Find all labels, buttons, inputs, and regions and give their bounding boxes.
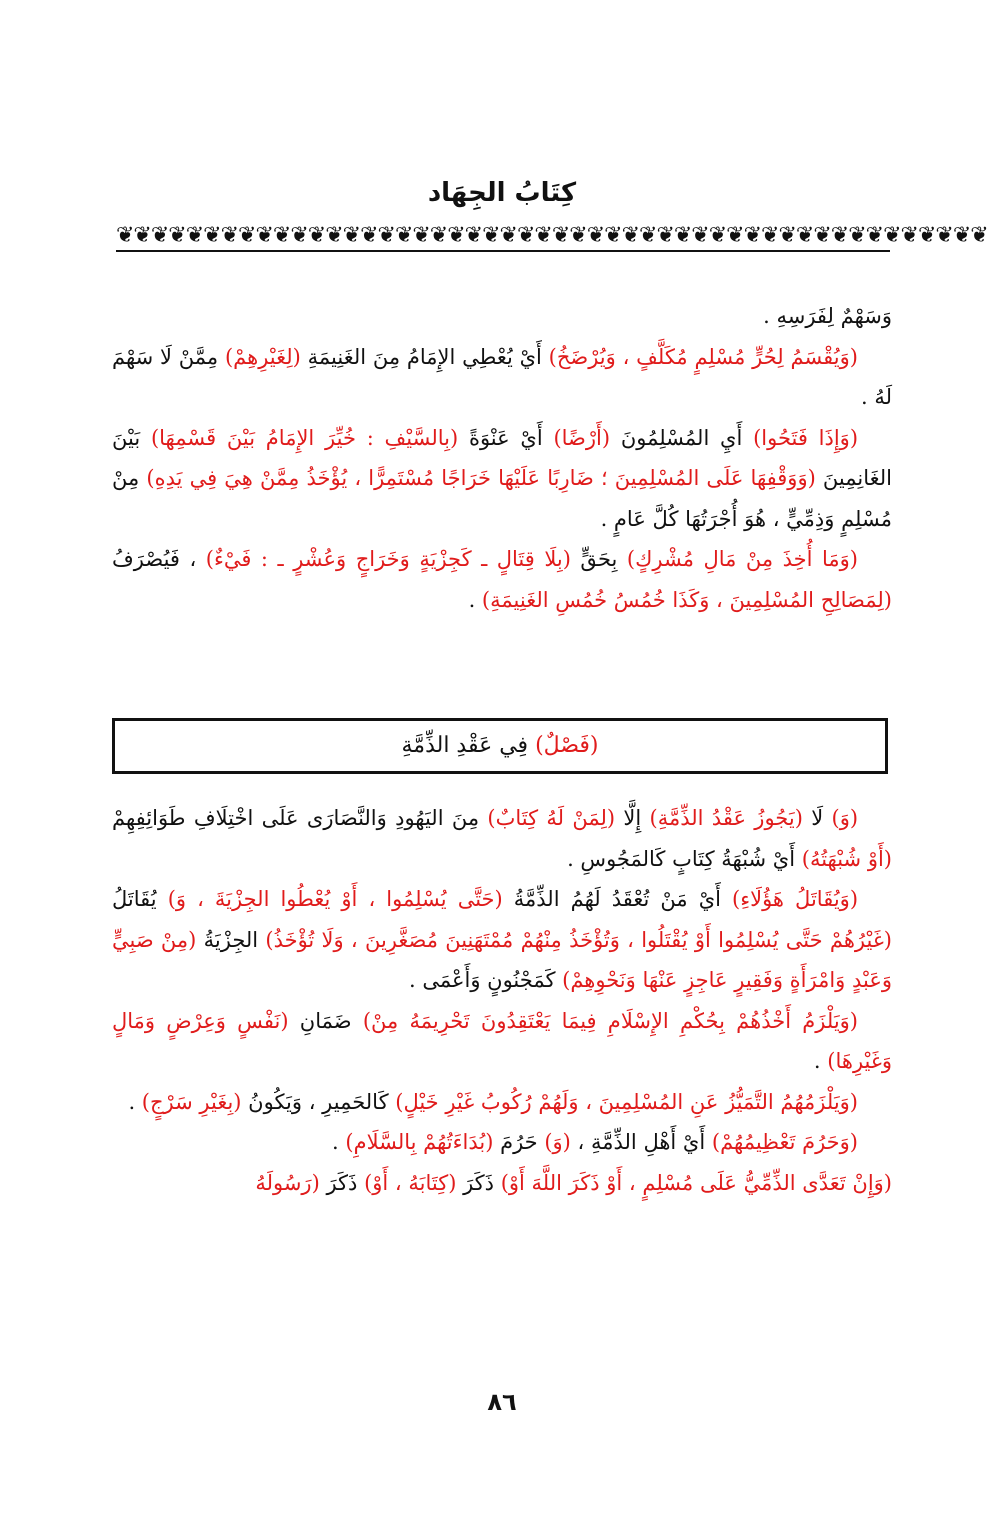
- sharh-text: أَيْ أَهْلِ الذِّمَّةِ ،: [570, 1130, 712, 1154]
- sharh-text: مِنَ اليَهُودِ وَالنَّصَارَى عَلَى اخْتِلَافِ طَوَائِفِهِمْ: [112, 806, 488, 830]
- sharh-text: وَسَهْمٌ لِفَرَسِهِ .: [763, 304, 892, 328]
- matn-text: (أَوْ شُبْهَتُهُ): [801, 846, 892, 871]
- sharh-text: أَيْ شُبْهَةُ كِتَابٍ كَالمَجُوسِ .: [567, 846, 802, 871]
- paragraph: [112, 1001, 892, 1082]
- text-block-lower: [112, 798, 892, 1203]
- paragraph: [112, 1082, 892, 1123]
- sharh-text: مِنْ مُسْلِمٍ وَذِمِّيٍّ ، هُوَ أُجْرَتُهَا كُلَّ عَامٍ .: [112, 466, 892, 531]
- matn-text: (أَرْضًا): [553, 425, 611, 450]
- matn-text: (وَيَلْزَمُ أَخْذُهُمْ بِحُكْمِ الإِسْلَامِ فِيمَا يَعْتَقِدُونَ تَحْرِيمَهُ مِنْ): [362, 1008, 858, 1033]
- sharh-text: أَيْ عَنْوَةً: [458, 425, 554, 450]
- sharh-text: أَيِ المُسْلِمُونَ: [610, 425, 754, 450]
- paragraph: [112, 337, 892, 418]
- matn-text: (وَيَلْزَمُهُمُ التَّمَيُّزُ عَنِ المُسْلِمِينَ ، وَلَهُمْ رُكُوبُ غَيْرِ خَيْلٍ): [395, 1089, 858, 1114]
- matn-text: (غَيْرُهُمْ حَتَّى يُسْلِمُوا أَوْ يُقْتَلُوا ، وَتُؤْخَذُ مِنْهُمْ مُمْتَهَنِينَ مُصَغَّرِينَ ، وَلَا تُؤْخَذُ): [265, 927, 893, 952]
- sharh-text: إِلَّا: [615, 806, 650, 830]
- sharh-text: .: [813, 1049, 828, 1073]
- sharh-text: الجِزْيَةُ: [196, 927, 266, 952]
- matn-text: (وَيُقَاتَلُ هَؤُلَاءِ): [732, 887, 859, 911]
- matn-text: (حَتَّى يُسْلِمُوا ، أَوْ يُعْطُوا الجِزْيَةَ ، وَ): [167, 887, 503, 911]
- matn-text: (وَوَقْفِهَا عَلَى المُسْلِمِينَ ؛ ضَارِبًا عَلَيْهَا خَرَاجًا مُسْتَمِرًّا ، يُؤْخَذُ مِمَّنْ هِيَ فِي يَدِهِ): [146, 466, 816, 490]
- paragraph: [112, 798, 892, 879]
- paragraph: [112, 1163, 892, 1204]
- matn-text: (مِنْ صَبِيٍّ وَعَبْدٍ وَامْرَأَةٍ وَفَقِيرٍ عَاجِزٍ عَنْهَا وَنَحْوِهِمْ): [112, 927, 892, 992]
- page-title: كِتَابُ الجِهَاد: [427, 178, 577, 208]
- sharh-text: ضَمَانِ: [288, 1008, 363, 1033]
- sharh-text: ، فَيُصْرَفُ: [112, 547, 206, 571]
- matn-text: (بِلَا قِتَالٍ ـ كَجِزْيَةٍ وَخَرَاجٍ وَعُشْرٍ ـ : فَيْءٌ): [205, 547, 571, 571]
- matn-text: (رَسُولَهُ: [255, 1170, 320, 1195]
- ornament-rule: [116, 250, 890, 252]
- section-heading-box: [112, 718, 888, 774]
- matn-text: (كِتَابَهُ ، أَوْ): [364, 1170, 457, 1195]
- ornament-border: ❦❦❦❦❦❦❦❦❦❦❦❦❦❦❦❦❦❦❦❦❦❦❦❦❦❦❦❦❦❦❦❦❦❦❦❦❦❦❦❦❦❦❦❦❦❦❦❦❦❦: [116, 223, 988, 248]
- matn-text: (وَإِنْ تَعَدَّى الذِّمِّيُّ عَلَى مُسْلِمٍ ، أَوْ ذَكَرَ اللَّهَ أَوْ): [500, 1170, 892, 1195]
- sharh-text: أَيْ مَنْ تُعْقَدُ لَهُمُ الذِّمَّةُ: [502, 887, 733, 911]
- matn-text: (لِغَيْرِهِمْ): [224, 344, 301, 369]
- matn-text: (وَيُقْسَمُ لِحُرٍّ مُسْلِمٍ مُكَلَّفٍ ، وَيُرْضَخُ): [548, 344, 858, 369]
- section-heading-title: فِي عَقْدِ الذِّمَّةِ: [401, 733, 536, 758]
- matn-text: (يَجُوزُ عَقْدُ الذِّمَّةِ): [649, 806, 803, 830]
- matn-text: (بُدَاءَتُهُمْ بِالسَّلَامِ): [345, 1130, 494, 1154]
- sharh-text: ذَكَرَ: [319, 1170, 365, 1195]
- sharh-text: حَرُمَ: [493, 1130, 545, 1154]
- sharh-text: بِحَقٍّ: [570, 547, 627, 571]
- matn-text: (لِمَصَالِحِ المُسْلِمِينَ ، وَكَذَا خُمُسُ خُمُسِ الغَنِيمَةِ): [481, 587, 892, 612]
- sharh-text: ذَكَرَ: [456, 1170, 501, 1195]
- matn-text: (نَفْسٍ وَعِرْضٍ وَمَالٍ وَغَيْرِهَا): [112, 1008, 892, 1073]
- matn-text: (بِغَيْرِ سَرْجٍ): [141, 1089, 242, 1114]
- page-number: ٨٦: [487, 1388, 517, 1416]
- paragraph: [112, 1122, 892, 1163]
- sharh-text: .: [332, 1130, 346, 1154]
- sharh-text: كَمَجْنُونٍ وَأَعْمَى .: [408, 968, 563, 992]
- sharh-text: أَيْ يُعْطِي الإِمَامُ مِنَ الغَنِيمَةِ: [300, 344, 549, 369]
- section-heading-label: (فَصْلٌ): [535, 733, 599, 758]
- matn-text: (وَإِذَا فَتَحُوا): [753, 425, 859, 450]
- sharh-text: .: [128, 1089, 142, 1114]
- sharh-text: .: [468, 587, 482, 612]
- sharh-text: لَا: [802, 806, 832, 830]
- matn-text: (وَ): [831, 806, 859, 830]
- matn-text: (وَحَرُمَ تَعْظِيمُهُمْ): [711, 1130, 858, 1154]
- paragraph: [112, 879, 892, 1001]
- paragraph: [112, 539, 892, 620]
- sharh-text: مِمَّنْ لَا سَهْمَ لَهُ .: [112, 344, 892, 409]
- paragraph: [112, 418, 892, 540]
- matn-text: (وَمَا أُخِذَ مِنْ مَالِ مُشْرِكٍ): [626, 547, 859, 571]
- sharh-text: بَيْنَ الغَانِمِينَ: [112, 425, 892, 490]
- matn-text: (بِالسَّيْفِ : خُيِّرَ الإِمَامُ بَيْنَ قَسْمِهَا): [150, 425, 459, 450]
- matn-text: (وَ): [544, 1130, 571, 1154]
- sharh-text: يُقَاتَلُ: [112, 887, 168, 911]
- paragraph: [112, 296, 892, 337]
- matn-text: (لِمَنْ لَهُ كِتَابٌ): [487, 806, 616, 830]
- sharh-text: كَالحَمِيرِ ، وَيَكُونُ: [241, 1089, 396, 1114]
- text-block-upper: [112, 296, 892, 620]
